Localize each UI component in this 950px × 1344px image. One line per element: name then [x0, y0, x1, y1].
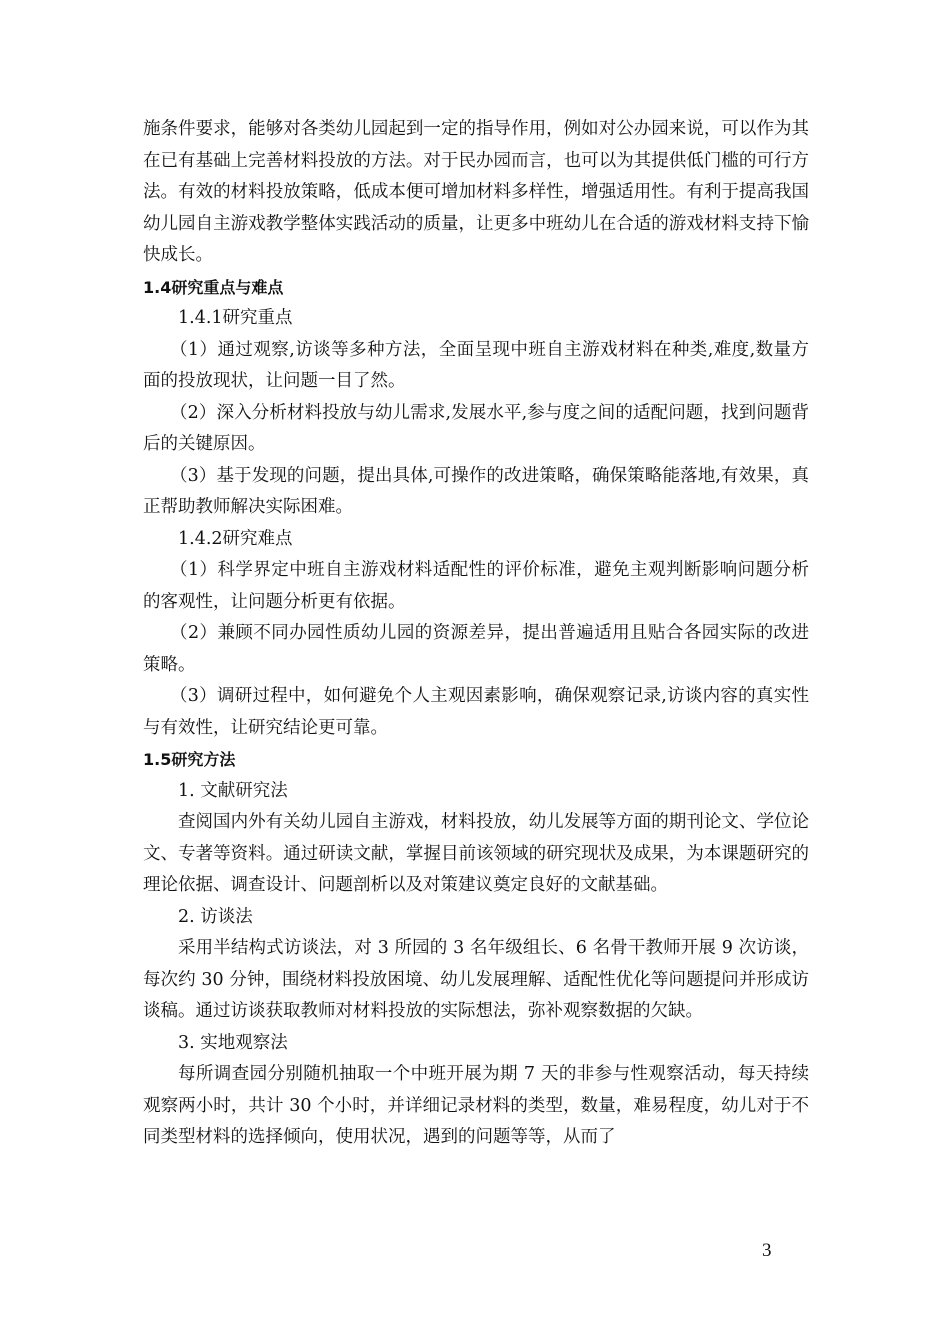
difficulty-item-3: （3）调研过程中，如何避免个人主观因素影响，确保观察记录,访谈内容的真实性与有效性，让研究结论更可靠。 — [143, 686, 809, 738]
method-title-observation: 3. 实地观察法 — [178, 1032, 288, 1053]
method-title-literature: 1. 文献研究法 — [178, 780, 288, 801]
method-body-observation: 每所调查园分别随机抽取一个中班开展为期 7 天的非参与性观察活动，每天持续观察两小时，共计 30 个小时，并详细记录材料的类型，数量，难易程度，幼儿对于不同类型材料的选择倾向，使用状况，遇到的问题等等，从而了 — [143, 1064, 809, 1147]
subsection-heading-1-4-1: 1.4.1研究重点 — [178, 308, 293, 328]
subsection-heading-1-4-2: 1.4.2研究难点 — [178, 528, 293, 549]
method-title-interview: 2. 访谈法 — [178, 906, 253, 927]
page-body — [143, 114, 809, 1154]
method-body-interview: 采用半结构式访谈法，对 3 所园的 3 名年级组长、6 名骨干教师开展 9 次访谈，每次约 30 分钟，围绕材料投放困境、幼儿发展理解、适配性优化等问题提问并形成访谈稿。通过访谈获取教师对材料投放的实际想法，弥补观察数据的欠缺。 — [143, 938, 809, 1021]
focus-item-1: （1）通过观察,访谈等多种方法，全面呈现中班自主游戏材料在种类,难度,数量方面的投放现状，让问题一目了然。 — [143, 339, 809, 391]
method-body-literature: 查阅国内外有关幼儿园自主游戏，材料投放，幼儿发展等方面的期刊论文、学位论文、专著等资料。通过研读文献，掌握目前该领域的研究现状及成果，为本课题研究的理论依据、调查设计、问题剖析以及对策建议奠定良好的文献基础。 — [143, 812, 809, 895]
focus-item-2: （2）深入分析材料投放与幼儿需求,发展水平,参与度之间的适配问题，找到问题背后的关键原因。 — [143, 402, 809, 454]
paragraph-continuation: 施条件要求，能够对各类幼儿园起到一定的指导作用，例如对公办园来说，可以作为其在已有基础上完善材料投放的方法。对于民办园而言，也可以为其提供低门槛的可行方法。有效的材料投放策略，低成本便可增加材料多样性，增强适用性。有利于提高我国幼儿园自主游戏教学整体实践活动的质量，让更多中班幼儿在合适的游戏材料支持下愉快成长。 — [143, 119, 809, 265]
section-heading-1-5: 1.5研究方法 — [143, 750, 236, 769]
difficulty-item-2: （2）兼顾不同办园性质幼儿园的资源差异，提出普遍适用且贴合各园实际的改进策略。 — [143, 623, 809, 675]
page-number: 3 — [762, 1240, 772, 1261]
focus-item-3: （3）基于发现的问题，提出具体,可操作的改进策略，确保策略能落地,有效果，真正帮助教师解决实际困难。 — [143, 465, 809, 517]
section-heading-1-4: 1.4研究重点与难点 — [143, 277, 284, 297]
difficulty-item-1: （1）科学界定中班自主游戏材料适配性的评价标准，避免主观判断影响问题分析的客观性，让问题分析更有依据。 — [143, 560, 809, 612]
